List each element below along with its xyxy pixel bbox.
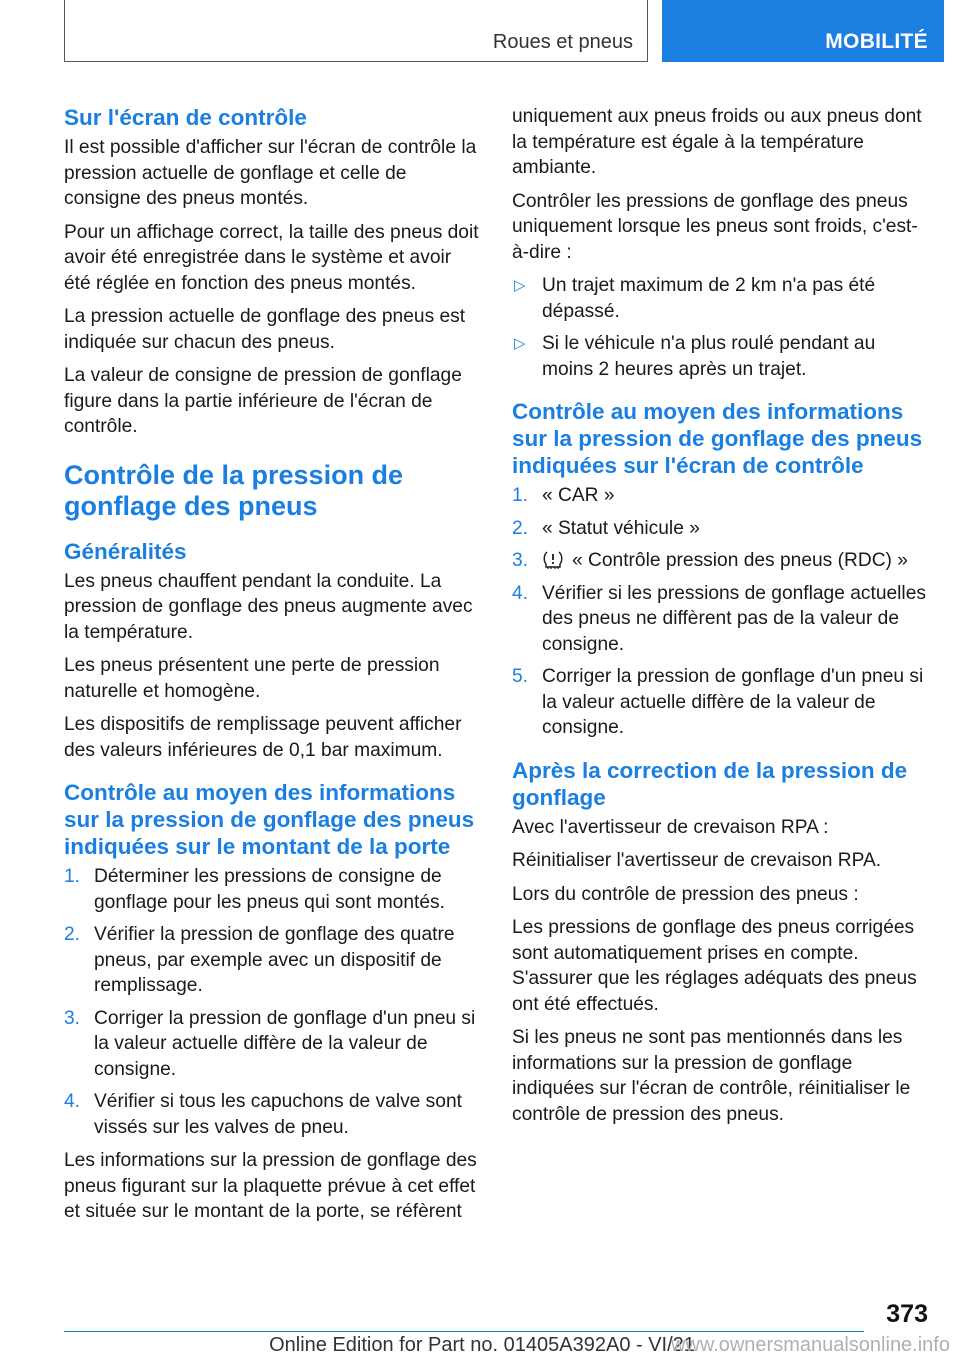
paragraph: La valeur de consigne de pression de gonflage figure dans la partie inférieure de l'écran de contrôle.: [64, 365, 462, 437]
tire-pressure-warning-icon: [542, 549, 564, 569]
step-number: 1.: [512, 485, 529, 506]
header-section-box: [64, 0, 648, 62]
paragraph: La pression actuelle de gonflage des pneus est indiquée sur chacun des pneus.: [64, 306, 466, 353]
header-chapter-title: MOBILITÉ: [825, 30, 928, 53]
paragraph: Il est possible d'afficher sur l'écran de contrôle la pression actuelle de gonflage et celle de consigne des pneus montés.: [64, 137, 477, 209]
step-text: Vérifier la pression de gonflage des quatre pneus, par exemple avec un dispositif de remplissage.: [94, 924, 455, 996]
heading-door-pillar-check: Contrôle au moyen des informations sur la pression de gonflage des pneus indiquées sur le montant de la porte: [64, 780, 475, 859]
screen-check-steps: [512, 483, 930, 741]
page-number: 373: [886, 1300, 928, 1328]
list-item: [512, 664, 930, 741]
bullet-text: Si le véhicule n'a plus roulé pendant au moins 2 heures après un trajet.: [542, 333, 876, 380]
paragraph: uniquement aux pneus froids ou aux pneus dont la température est égale à la température ambiante.: [512, 106, 922, 178]
heading-screen-display: Sur l'écran de contrôle: [64, 105, 307, 130]
paragraph: Lors du contrôle de pression des pneus :: [512, 883, 859, 905]
bullet-text: Un trajet maximum de 2 km n'a pas été dépassé.: [542, 275, 876, 322]
step-number: 1.: [64, 866, 81, 887]
door-check-steps: [64, 864, 482, 1140]
list-item: [512, 581, 930, 658]
list-item: [64, 1006, 482, 1083]
left-column: [64, 104, 482, 1233]
footer-divider: [64, 1331, 864, 1332]
step-number: 2.: [64, 924, 81, 945]
paragraph: Pour un affichage correct, la taille des pneus doit avoir été enregistrée dans le système et avoir été réglée en fonction des pneus montés.: [64, 221, 479, 294]
step-text: « Contrôle pression des pneus (RDC) »: [572, 550, 908, 571]
list-item: [64, 1089, 482, 1140]
step-number: 4.: [64, 1091, 81, 1112]
step-number: 3.: [512, 550, 529, 571]
step-number: 5.: [512, 666, 529, 687]
footer-edition: Online Edition for Part no. 01405A392A0 - VI/21: [269, 1334, 695, 1356]
list-item: [64, 922, 482, 999]
paragraph: Réinitialiser l'avertisseur de crevaison RPA.: [512, 850, 882, 871]
step-text: Corriger la pression de gonflage d'un pneu si la valeur actuelle diffère de la valeur de consigne.: [542, 666, 924, 738]
list-item: [512, 516, 930, 542]
heading-pressure-check: Contrôle de la pression de gonflage des pneus: [64, 459, 404, 521]
step-text: « Statut véhicule »: [542, 517, 700, 539]
heading-general: Généralités: [64, 538, 187, 564]
list-item: [64, 864, 482, 915]
paragraph: Les pneus présentent une perte de pression naturelle et homogène.: [64, 655, 440, 702]
step-text: Corriger la pression de gonflage d'un pneu si la valeur actuelle diffère de la valeur de consigne.: [94, 1007, 476, 1080]
list-item: [512, 273, 930, 324]
heading-after-correction: Après la correction de la pression de gonflage: [512, 757, 908, 810]
heading-screen-check: Contrôle au moyen des informations sur la pression de gonflage des pneus indiquées sur l'écran de contrôle: [512, 399, 923, 478]
header-section-title: Roues et pneus: [492, 31, 633, 53]
right-column: [512, 104, 930, 1135]
cold-tire-conditions: [512, 273, 930, 382]
step-text: Vérifier si les pressions de gonflage actuelles des pneus ne diffèrent pas de la valeur de consigne.: [542, 582, 926, 655]
step-number: 3.: [64, 1007, 81, 1029]
paragraph: Les pneus chauffent pendant la conduite. La pression de gonflage des pneus augmente avec la température.: [64, 570, 473, 643]
bullet-triangle-icon: ▷: [514, 335, 526, 352]
paragraph: Avec l'avertisseur de crevaison RPA :: [512, 816, 829, 838]
paragraph: Les informations sur la pression de gonflage des pneus figurant sur la plaquette prévue à cet effet et située sur le montant de la porte, se réfèrent: [64, 1150, 477, 1222]
list-item: [512, 483, 930, 509]
list-item: [512, 548, 930, 574]
step-text: « CAR »: [542, 485, 615, 506]
paragraph: Si les pneus ne sont pas mentionnés dans les informations sur la pression de gonflage indiquées sur l'écran de contrôle, réinitialiser le contrôle de pression des pneus.: [512, 1027, 911, 1125]
header-chapter-tab: [662, 0, 944, 62]
step-number: 2.: [512, 517, 529, 539]
bullet-triangle-icon: ▷: [514, 277, 526, 294]
step-number: 4.: [512, 582, 529, 604]
step-text: Vérifier si tous les capuchons de valve sont vissés sur les valves de pneu.: [94, 1091, 462, 1138]
paragraph: Les pressions de gonflage des pneus corrigées sont automatiquement prises en compte. S'assurer que les réglages adéquats des pneus ont été effectués.: [512, 917, 917, 1015]
paragraph: Les dispositifs de remplissage peuvent afficher des valeurs inférieures de 0,1 bar maximum.: [64, 714, 462, 761]
watermark: www.ownersmanualsonline.info: [670, 1334, 950, 1356]
list-item: [512, 331, 930, 382]
paragraph: Contrôler les pressions de gonflage des pneus uniquement lorsque les pneus sont froids, c'est-à-dire :: [512, 190, 918, 263]
step-text: Déterminer les pressions de consigne de gonflage pour les pneus qui sont montés.: [94, 866, 445, 913]
